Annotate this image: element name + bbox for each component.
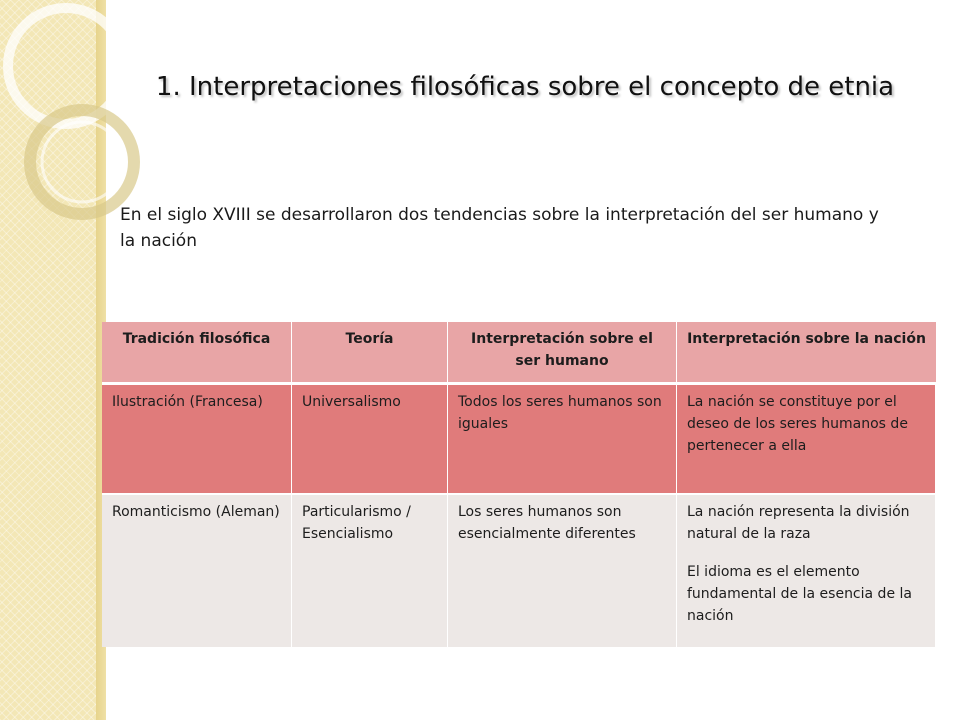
cell-tradicion: Ilustración (Francesa) <box>102 385 292 495</box>
slide-title: 1. Interpretaciones filosóficas sobre el concepto de etnia <box>155 72 895 102</box>
header-nacion: Interpretación sobre la nación <box>677 322 936 385</box>
header-teoria: Teoría <box>292 322 448 385</box>
cell-nacion-text: La nación representa la división natural de la raza <box>687 504 910 542</box>
table-header-row <box>102 322 936 385</box>
cell-tradicion: Romanticismo (Aleman) <box>102 495 292 647</box>
cell-ser-humano: Todos los seres humanos son iguales <box>448 385 677 495</box>
intro-paragraph: En el siglo XVIII se desarrollaron dos tendencias sobre la interpretación del ser humano y la nación <box>120 205 879 251</box>
header-tradicion: Tradición filosófica <box>102 322 292 385</box>
table-row <box>102 495 936 647</box>
cell-ser-humano: Los seres humanos son esencialmente diferentes <box>448 495 677 647</box>
cell-nacion-extra-text: El idioma es el elemento fundamental de la esencia de la nación <box>687 564 912 624</box>
header-ser-humano: Interpretación sobre el ser humano <box>448 322 677 385</box>
cell-spacer <box>687 545 925 561</box>
cell-teoria: Universalismo <box>292 385 448 495</box>
cell-nacion: La nación se constituye por el deseo de los seres humanos de pertenecer a ella <box>677 385 936 495</box>
cell-teoria: Particularismo / Esencialismo <box>292 495 448 647</box>
comparison-table <box>102 322 936 647</box>
table-row <box>102 385 936 495</box>
cell-nacion <box>677 495 936 647</box>
